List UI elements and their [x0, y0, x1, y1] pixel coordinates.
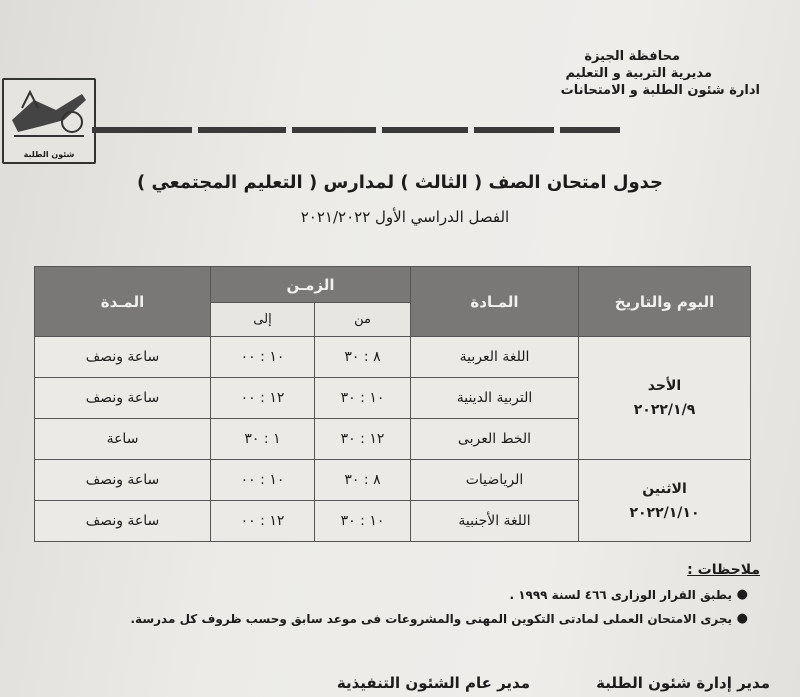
- from-cell: ١٠ : ٣٠: [315, 378, 411, 419]
- from-cell: ٨ : ٣٠: [315, 337, 411, 378]
- day-name: الاثنين: [642, 480, 687, 497]
- governorate-line: محافظة الجيزة: [584, 49, 680, 64]
- from-cell: ٨ : ٣٠: [315, 460, 411, 501]
- notes-list: [48, 588, 748, 636]
- note-text: يطبق القرار الوزارى ٤٦٦ لسنة ١٩٩٩ .: [509, 588, 732, 602]
- header-rule: [474, 127, 554, 133]
- to-cell: ١٢ : ٠٠: [211, 501, 315, 542]
- to-cell: ١ : ٣٠: [211, 419, 315, 460]
- subject-cell: التربية الدينية: [411, 378, 579, 419]
- subject-cell: اللغة العربية: [411, 337, 579, 378]
- logo-caption: شئون الطلبة: [23, 150, 75, 159]
- header-time: الزمـن: [211, 267, 411, 303]
- duration-cell: ساعة ونصف: [35, 337, 211, 378]
- header-rule: [382, 127, 468, 133]
- duration-cell: ساعة: [35, 419, 211, 460]
- signature-executive-affairs: مدير عام الشئون التنفيذية: [336, 674, 530, 692]
- table-row: [35, 337, 751, 378]
- subject-cell: اللغة الأجنبية: [411, 501, 579, 542]
- exam-schedule-table: [34, 266, 751, 542]
- directorate-line: مديرية التربية و التعليم: [565, 66, 712, 81]
- day-cell: [579, 337, 751, 460]
- subject-cell: الخط العربى: [411, 419, 579, 460]
- day-date: ٢٠٢٢/١/٩: [633, 402, 696, 418]
- signature-student-affairs: مدير إدارة شئون الطلبة: [596, 674, 770, 692]
- list-item: [48, 612, 748, 626]
- header-subject: المـادة: [411, 267, 579, 337]
- to-cell: ١٠ : ٠٠: [211, 460, 315, 501]
- from-cell: ١٠ : ٣٠: [315, 501, 411, 542]
- day-cell: [579, 460, 751, 542]
- list-item: [48, 588, 748, 602]
- header-duration: المـدة: [35, 267, 211, 337]
- duration-cell: ساعة ونصف: [35, 501, 211, 542]
- header-rule: [92, 127, 192, 133]
- day-name: الأحد: [647, 378, 682, 394]
- notes-heading: ملاحظات :: [687, 562, 760, 578]
- administration-line: ادارة شئون الطلبة و الامتحانات: [560, 83, 760, 98]
- header-rule: [292, 127, 376, 133]
- day-date: ٢٠٢٢/١/١٠: [629, 504, 700, 521]
- header-rule: [198, 127, 286, 133]
- subject-cell: الرياضيات: [411, 460, 579, 501]
- bullet-icon: ●: [736, 611, 748, 626]
- from-cell: ١٢ : ٣٠: [315, 419, 411, 460]
- bullet-icon: ●: [736, 587, 748, 602]
- document-title: جدول امتحان الصف ( الثالث ) لمدارس ( التعليم المجتمعي ): [136, 172, 664, 193]
- table-row: [35, 460, 751, 501]
- document-subtitle: الفصل الدراسي الأول ٢٠٢١/٢٠٢٢: [300, 208, 510, 226]
- to-cell: ١٠ : ٠٠: [211, 337, 315, 378]
- header-from: من: [315, 303, 411, 337]
- header-rule: [560, 127, 620, 133]
- administration-logo: [2, 78, 96, 164]
- letterhead: [440, 48, 760, 99]
- signatures: [330, 674, 770, 696]
- header-to: إلى: [211, 303, 315, 337]
- to-cell: ١٢ : ٠٠: [211, 378, 315, 419]
- duration-cell: ساعة ونصف: [35, 378, 211, 419]
- duration-cell: ساعة ونصف: [35, 460, 211, 501]
- header-day-date: اليوم والتاريخ: [579, 267, 751, 337]
- note-text: يجرى الامتحان العملى لمادتى التكوين المهنى والمشروعات فى موعد سابق وحسب ظروف كل مدرسة.: [130, 612, 732, 626]
